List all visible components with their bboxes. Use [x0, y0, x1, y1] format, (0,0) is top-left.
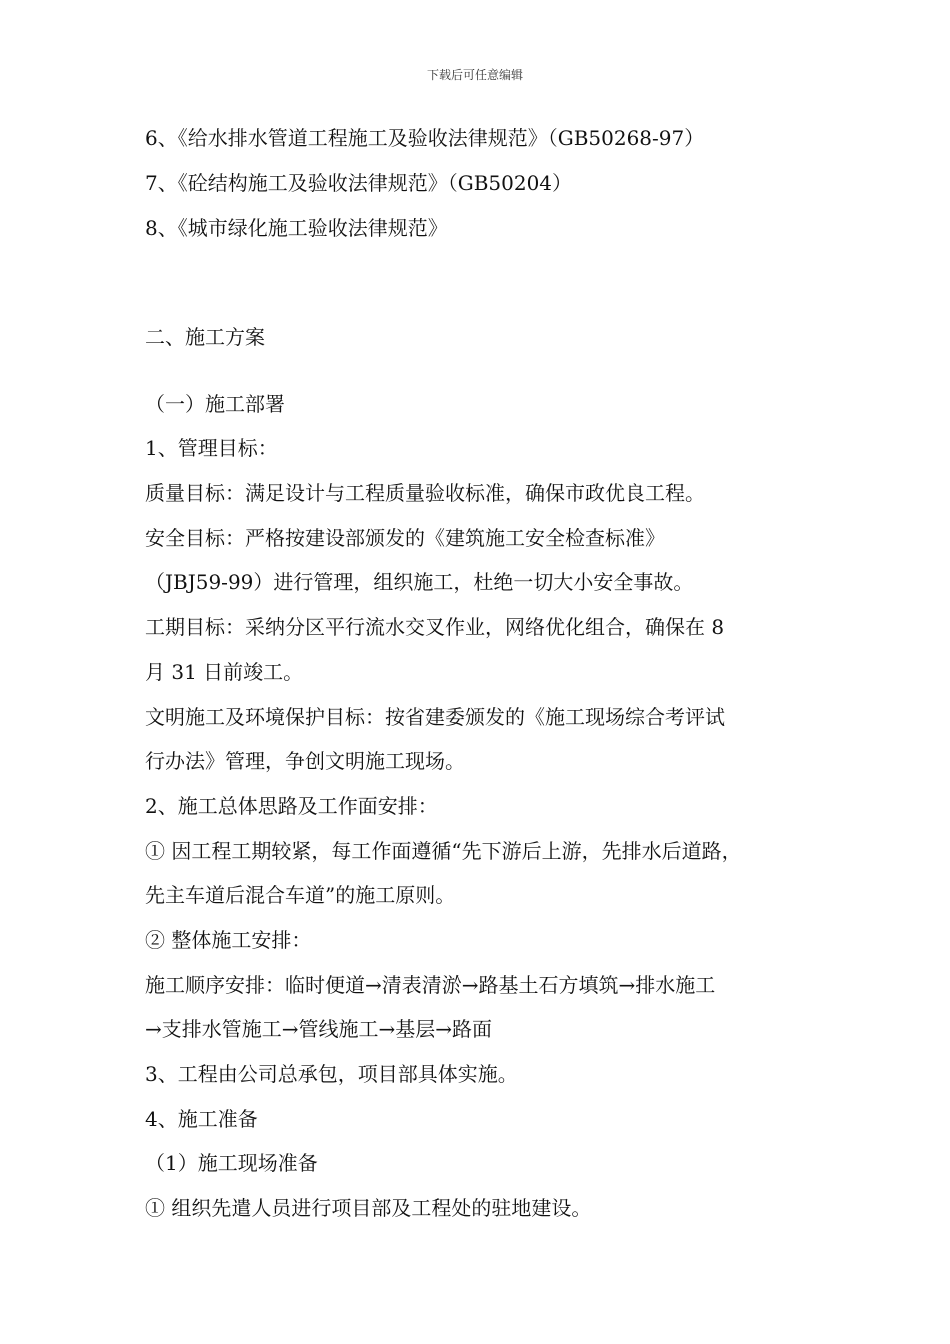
page-header: 下载后可任意编辑: [426, 68, 523, 82]
subsection-heading: （一）施工部署: [145, 392, 285, 416]
paragraph-line: →支排水管施工→管线施工→基层→路面: [145, 1017, 493, 1041]
spec-item-6: 6、《给水排水管道工程施工及验收法律规范》（GB50268-97）: [145, 126, 705, 150]
paragraph-line: 安全目标：严格按建设部颁发的《建筑施工安全检查标准》: [145, 526, 665, 550]
paragraph-line: ① 因工程工期较紧，每工作面遵循“先下游后上游，先排水后道路，: [145, 839, 742, 863]
item-heading: 3、工程由公司总承包，项目部具体实施。: [145, 1062, 518, 1086]
paragraph-line: （JBJ59-99）进行管理，组织施工，杜绝一切大小安全事故。: [145, 570, 694, 594]
subitem-heading: （1）施工现场准备: [145, 1151, 318, 1175]
item-heading: 4、施工准备: [145, 1107, 258, 1131]
item-heading: 1、管理目标：: [145, 436, 278, 460]
paragraph-line: 工期目标：采纳分区平行流水交叉作业，网络优化组合，确保在 8: [145, 615, 725, 639]
paragraph-line: 月 31 日前竣工。: [145, 660, 304, 684]
paragraph-line: 行办法》管理，争创文明施工现场。: [145, 749, 465, 773]
section-heading: 二、施工方案: [145, 325, 265, 349]
paragraph-line: ② 整体施工安排：: [145, 928, 312, 952]
paragraph-line: 质量目标：满足设计与工程质量验收标准，确保市政优良工程。: [145, 481, 705, 505]
spec-item-7: 7、《砼结构施工及验收法律规范》（GB50204）: [145, 171, 573, 195]
paragraph-line: 先主车道后混合车道”的施工原则。: [145, 883, 456, 907]
paragraph-line: 施工顺序安排：临时便道→清表清淤→路基土石方填筑→排水施工: [145, 973, 716, 997]
paragraph-line: 文明施工及环境保护目标：按省建委颁发的《施工现场综合考评试: [145, 705, 725, 729]
item-heading: 2、施工总体思路及工作面安排：: [145, 794, 438, 818]
paragraph-line: ① 组织先遣人员进行项目部及工程处的驻地建设。: [145, 1196, 592, 1220]
spec-item-8: 8、《城市绿化施工验收法律规范》: [145, 216, 448, 240]
